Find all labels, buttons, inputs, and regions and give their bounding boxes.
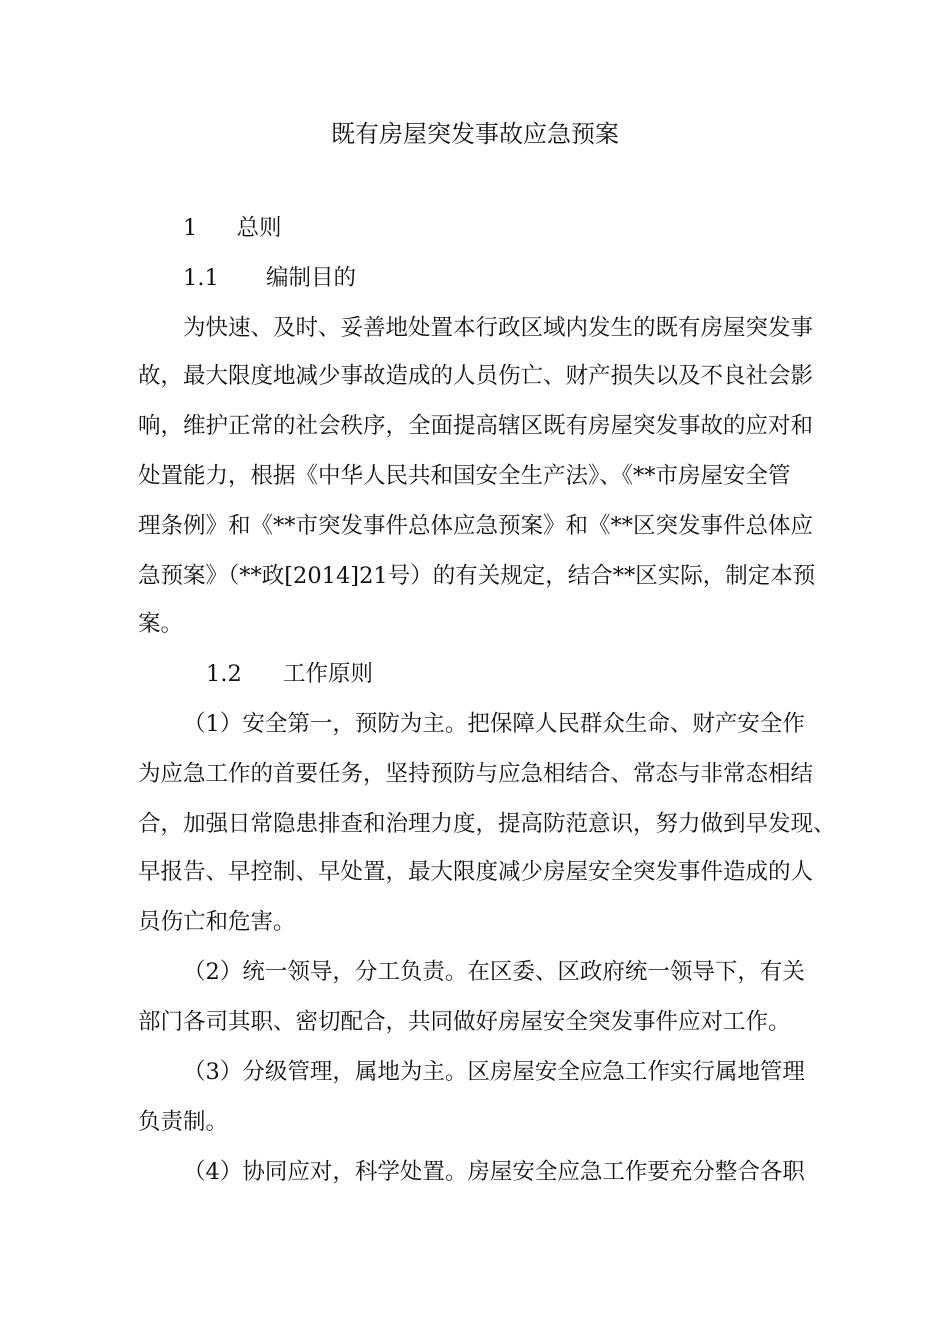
section-heading-1-1 bbox=[183, 262, 356, 294]
paragraph-line: （3）分级管理，属地为主。区房屋安全应急工作实行属地管理 bbox=[183, 1059, 805, 1085]
paragraph-line: 响，维护正常的社会秩序，全面提高辖区既有房屋突发事故的应对和 bbox=[138, 413, 814, 439]
paragraph-line: 为应急工作的首要任务，坚持预防与应急相结合、常态与非常态相结 bbox=[138, 761, 814, 787]
paragraph-line: 部门各司其职、密切配合，共同做好房屋安全突发事件应对工作。 bbox=[138, 1009, 791, 1035]
paragraph-line: 员伤亡和危害。 bbox=[138, 909, 296, 935]
section-heading-1-2 bbox=[206, 658, 373, 690]
paragraph-line: 合，加强日常隐患排查和治理力度，提高防范意识，努力做到早发现、 bbox=[138, 811, 836, 837]
paragraph-line: 为快速、及时、妥善地处置本行政区域内发生的既有房屋突发事 bbox=[183, 315, 814, 341]
paragraph-line: 早报告、早控制、早处置，最大限度减少房屋安全突发事件造成的人 bbox=[138, 859, 814, 885]
paragraph-line: 理条例》和《**市突发事件总体应急预案》和《**区突发事件总体应 bbox=[138, 513, 814, 539]
paragraph-line: （1）安全第一，预防为主。把保障人民群众生命、财产安全作 bbox=[183, 711, 805, 737]
document-title: 既有房屋突发事故应急预案 bbox=[331, 120, 619, 148]
paragraph-line: 负责制。 bbox=[138, 1109, 229, 1135]
section-number: 1.2 bbox=[206, 661, 242, 687]
paragraph-line: 处置能力，根据《中华人民共和国安全生产法》、《**市房屋安全管 bbox=[138, 463, 791, 489]
paragraph-line: 案。 bbox=[138, 611, 184, 637]
paragraph-line: 故，最大限度地减少事故造成的人员伤亡、财产损失以及不良社会影 bbox=[138, 363, 814, 389]
section-title: 总则 bbox=[236, 215, 282, 241]
paragraph-line: （4）协同应对，科学处置。房屋安全应急工作要充分整合各职 bbox=[183, 1159, 805, 1185]
section-heading-1 bbox=[183, 212, 282, 244]
section-title: 编制目的 bbox=[265, 265, 356, 291]
paragraph-line: 急预案》（**政[2014]21号）的有关规定，结合**区实际，制定本预 bbox=[138, 563, 816, 589]
section-number: 1.1 bbox=[183, 265, 219, 291]
section-title: 工作原则 bbox=[282, 661, 373, 687]
section-number: 1 bbox=[183, 215, 198, 241]
paragraph-line: （2）统一领导，分工负责。在区委、区政府统一领导下，有关 bbox=[183, 959, 805, 985]
